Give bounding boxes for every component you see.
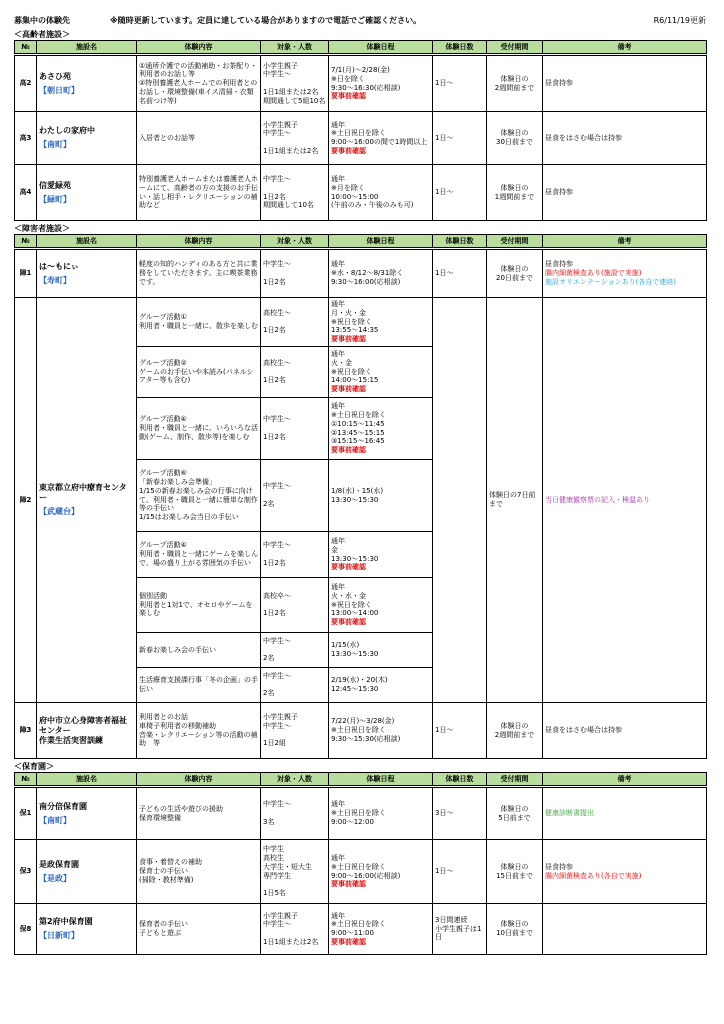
days-cell: 1日～ xyxy=(433,112,487,165)
facility-area: 【武蔵台】 xyxy=(39,507,79,516)
schedule-text: 通年 金 13:30～15:30 xyxy=(331,537,379,563)
days-cell: 3日間連続 小学生親子は1日 xyxy=(433,904,487,955)
content-cell: 食事・着替えの補助 保育士の手伝い (掃除・教材準備) xyxy=(137,840,261,904)
facility-area: 【緑町】 xyxy=(39,194,71,204)
col-remarks: 備考 xyxy=(543,235,707,248)
schedule-cell: 7/22(月)～3/28(金) ※土日祝日を除く 9:30～15:30(応相談) xyxy=(329,703,433,759)
days-cell: 1日～ xyxy=(433,56,487,112)
remarks-orientation: 施設オリエンテーションあり(各自で連絡) xyxy=(545,277,677,286)
content-cell: 生活療育支援課行事「冬の企画」の手伝い xyxy=(137,668,261,703)
col-days: 体験日数 xyxy=(433,235,487,248)
target-cell: 中学生～ 1日2名 xyxy=(261,532,329,578)
table-row xyxy=(15,703,707,759)
facility-name: あさひ苑 xyxy=(39,71,71,81)
target-cell: 中学生～ 2名 xyxy=(261,633,329,668)
schedule-cell xyxy=(329,347,433,398)
facility-area: 【南町】 xyxy=(39,140,71,149)
content-cell: 利用者とのお話 車椅子利用者の移動補助 音楽・レクリエーション等の活動の補助 等 xyxy=(137,703,261,759)
confirm-badge: 要事前確認 xyxy=(331,385,366,394)
col-target: 対象・人数 xyxy=(261,773,329,786)
row-no: 保3 xyxy=(15,840,37,904)
remarks-bacteria-test: 腸内細菌検査あり(施設で実施) xyxy=(545,269,642,278)
row-no: 高3 xyxy=(15,112,37,165)
col-reception: 受付期間 xyxy=(487,41,543,54)
facility-area: 【日新町】 xyxy=(39,931,79,940)
table-row xyxy=(15,165,707,221)
row-no: 障1 xyxy=(15,250,37,298)
page-title: 募集中の体験先 xyxy=(14,15,70,25)
schedule-text: 7/1(月)～2/28(金) ※日を除く 9:30～16:30(応相談) xyxy=(331,66,401,92)
target-cell: 小学生親子 中学生～ 1日1組または2名 xyxy=(261,904,329,955)
section-nursery: ＜保育園＞ xyxy=(14,762,54,771)
section-disability: ＜障害者施設＞ xyxy=(14,224,70,233)
content-cell: 新春お楽しみ会の手伝い xyxy=(137,633,261,668)
col-facility: 施設名 xyxy=(37,773,137,786)
target-cell: 小学生親子 中学生～ 1日1組または2名 期間通して5組10名 xyxy=(261,56,329,112)
facility-cell xyxy=(37,112,137,165)
col-days: 体験日数 xyxy=(433,41,487,54)
remarks-cell: 昼食持参 xyxy=(543,165,707,221)
target-cell: 中学生～ 1日2名 期間通して10名 xyxy=(261,165,329,221)
schedule-cell: 2/19(水)・20(木) 12:45～15:30 xyxy=(329,668,433,703)
facility-name: 是政保育園 xyxy=(39,859,79,869)
days-cell: 1日～ xyxy=(433,840,487,904)
facility-area: 【寿町】 xyxy=(39,275,71,285)
target-cell: 高校生～ 1日2名 xyxy=(261,347,329,398)
remarks-cell: 当日健康観察票の記入・検温あり xyxy=(543,298,707,703)
reception-cell: 体験日の7日前まで xyxy=(487,298,543,703)
remarks-cell: 昼食をはさむ場合は持参 xyxy=(543,112,707,165)
facility-name: は～もにぃ xyxy=(39,261,79,271)
col-target: 対象・人数 xyxy=(261,41,329,54)
content-cell: 特別養護老人ホームまたは養護老人ホームにて、高齢者の方の支援のお手伝い・話し相手・レクリエーションの補助など xyxy=(137,165,261,221)
table-row xyxy=(15,298,707,347)
remarks-lunch: 昼食持参 xyxy=(545,260,573,269)
elderly-table xyxy=(14,40,707,221)
reception-cell: 体験日の 5日前まで xyxy=(487,788,543,840)
section-elderly: ＜高齢者施設＞ xyxy=(14,30,70,39)
nursery-table xyxy=(14,772,707,955)
row-no: 保8 xyxy=(15,904,37,955)
schedule-cell: 1/15(水) 13:30～15:30 xyxy=(329,633,433,668)
row-no: 高2 xyxy=(15,56,37,112)
reception-cell: 体験日の 15日前まで xyxy=(487,840,543,904)
col-reception: 受付期間 xyxy=(487,235,543,248)
table-header-row xyxy=(15,41,707,54)
schedule-text: 通年 ※土日祝日を除く 9:00～11:00 xyxy=(331,911,386,937)
schedule-cell xyxy=(329,298,433,347)
schedule-cell xyxy=(329,112,433,165)
table-row xyxy=(15,904,707,955)
facility-cell xyxy=(37,250,137,298)
col-remarks: 備考 xyxy=(543,773,707,786)
row-no: 障2 xyxy=(15,298,37,703)
update-notice: ※随時更新しています。定員に達している場合がありますので電話でご確認ください。 xyxy=(110,15,422,25)
schedule-cell xyxy=(329,56,433,112)
days-cell: 3日～ xyxy=(433,788,487,840)
target-cell: 中学生～ 2名 xyxy=(261,668,329,703)
table-row xyxy=(15,840,707,904)
remarks-cell xyxy=(543,840,707,904)
row-no: 高4 xyxy=(15,165,37,221)
update-date: R6/11/19更新 xyxy=(653,15,706,25)
remarks-bacteria-test: 腸内細菌検査あり(各自で実施) xyxy=(545,871,642,880)
content-cell: ①通所介護での活動補助・お茶配り・利用者のお話し等 ②特別養護老人ホームでの利用者とのお話し・環境整備(車イス清掃・衣類名前つけ等) xyxy=(137,56,261,112)
col-remarks: 備考 xyxy=(543,41,707,54)
facility-cell xyxy=(37,904,137,955)
remarks-lunch: 昼食持参 xyxy=(545,862,573,871)
facility-name: わたしの家府中 xyxy=(39,126,95,135)
reception-cell: 体験日の 30日前まで xyxy=(487,112,543,165)
confirm-badge: 要事前確認 xyxy=(331,92,366,101)
schedule-cell: 通年 ※月を除く 10:00～15:00 (午前のみ・午後のみも可) xyxy=(329,165,433,221)
content-cell: グループ活動① 利用者・職員と一緒に、散歩を楽しむ xyxy=(137,298,261,347)
days-cell xyxy=(433,298,487,703)
content-cell: 子どもの生活や遊びの援助 保育環境整備 xyxy=(137,788,261,840)
target-cell: 中学生～ 3名 xyxy=(261,788,329,840)
col-facility: 施設名 xyxy=(37,41,137,54)
col-days: 体験日数 xyxy=(433,773,487,786)
content-cell: グループ活動② ゲームのお手伝いや本読み(パネルシアター等も含む) xyxy=(137,347,261,398)
col-schedule: 体験日程 xyxy=(329,41,433,54)
remarks-cell: 健康診断書提出 xyxy=(543,788,707,840)
facility-area: 【南町】 xyxy=(39,815,71,825)
facility-cell xyxy=(37,840,137,904)
content-cell: 保育者の手伝い 子どもと遊ぶ xyxy=(137,904,261,955)
reception-cell: 体験日の 20日前まで xyxy=(487,250,543,298)
content-cell: 入居者とのお話等 xyxy=(137,112,261,165)
schedule-cell xyxy=(329,904,433,955)
content-cell: 個別活動 利用者と1対1で、オセロやゲームを楽しむ xyxy=(137,578,261,633)
row-no: 保1 xyxy=(15,788,37,840)
target-cell: 高校生～ 1日2名 xyxy=(261,298,329,347)
schedule-text: 通年 ※土日祝日を除く 9:00～16:00の間で1時間以上 xyxy=(331,120,428,146)
facility-cell xyxy=(37,298,137,703)
facility-name: 府中市立心身障害者福祉センター 作業生活実習訓練 xyxy=(37,703,137,759)
col-schedule: 体験日程 xyxy=(329,235,433,248)
col-content: 体験内容 xyxy=(137,41,261,54)
content-cell: グループ活動④ 利用者・職員と一緒にゲームを楽しんで、場の盛り上がる雰囲気の手伝い xyxy=(137,532,261,578)
target-cell: 小学生親子 中学生～ 1日2組 xyxy=(261,703,329,759)
days-cell: 1日～ xyxy=(433,703,487,759)
col-no: № xyxy=(15,235,37,248)
table-row xyxy=(15,56,707,112)
confirm-badge: 要事前確認 xyxy=(331,563,366,572)
target-cell: 中学生～ 1日2名 xyxy=(261,398,329,460)
days-cell: 1日～ xyxy=(433,250,487,298)
page xyxy=(14,14,706,956)
target-cell: 中学生～ 1日2名 xyxy=(261,250,329,298)
schedule-text: 通年 火・水・金 ※祝日を除く 13:00～14:00 xyxy=(331,583,379,618)
target-cell: 中学生～ 2名 xyxy=(261,460,329,532)
facility-area: 【是政】 xyxy=(39,873,71,883)
confirm-badge: 要事前確認 xyxy=(331,335,366,344)
schedule-text: 通年 月・火・金 ※祝日を除く 13:55～14:35 xyxy=(331,300,379,335)
schedule-cell xyxy=(329,398,433,460)
target-cell: 高校卒～ 1日2名 xyxy=(261,578,329,633)
col-no: № xyxy=(15,41,37,54)
schedule-cell xyxy=(329,840,433,904)
col-content: 体験内容 xyxy=(137,773,261,786)
schedule-cell: 通年 ※水・8/12～8/31除く 9:30～16:00(応相談) xyxy=(329,250,433,298)
facility-name: 第2府中保育園 xyxy=(39,917,93,926)
content-cell: 軽度の知的ハンディのある方と共に業務をしていただきます。主に喫茶業務です。 xyxy=(137,250,261,298)
schedule-cell xyxy=(329,578,433,633)
confirm-badge: 要事前確認 xyxy=(331,880,366,889)
target-cell: 小学生親子 中学生～ 1日1組または2名 xyxy=(261,112,329,165)
col-target: 対象・人数 xyxy=(261,235,329,248)
content-cell: グループ活動④ 利用者・職員と一緒に、いろいろな活動(ゲーム、制作、散歩等)を楽しむ xyxy=(137,398,261,460)
table-header-row xyxy=(15,235,707,248)
table-row xyxy=(15,250,707,298)
page-header xyxy=(14,14,706,27)
table-row xyxy=(15,788,707,840)
reception-cell: 体験日の 1週間前まで xyxy=(487,165,543,221)
reception-cell: 体験日の 2週間前まで xyxy=(487,703,543,759)
schedule-cell xyxy=(329,532,433,578)
days-cell: 1日～ xyxy=(433,165,487,221)
confirm-badge: 要事前確認 xyxy=(331,618,366,627)
confirm-badge: 要事前確認 xyxy=(331,146,366,155)
reception-cell: 体験日の 10日前まで xyxy=(487,904,543,955)
target-cell: 中学生 高校生 大学生・短大生 専門学生 1日5名 xyxy=(261,840,329,904)
schedule-cell: 通年 ※土日祝日を除く 9:00～12:00 xyxy=(329,788,433,840)
schedule-text: 通年 ※土日祝日を除く ①10:15～11:45 ②13:45～15:15 ③15:15～16:45 xyxy=(331,402,386,446)
facility-cell xyxy=(37,56,137,112)
facility-area: 【朝日町】 xyxy=(39,85,79,95)
schedule-text: 通年 ※土日祝日を除く 9:00～16:00(応相談) xyxy=(331,854,401,880)
table-header-row xyxy=(15,773,707,786)
remarks-cell xyxy=(543,250,707,298)
col-facility: 施設名 xyxy=(37,235,137,248)
col-content: 体験内容 xyxy=(137,235,261,248)
facility-cell xyxy=(37,165,137,221)
reception-cell: 体験日の 2週間前まで xyxy=(487,56,543,112)
remarks-cell: 昼食持参 xyxy=(543,56,707,112)
remarks-cell: 昼食をはさむ場合は持参 xyxy=(543,703,707,759)
col-schedule: 体験日程 xyxy=(329,773,433,786)
facility-cell xyxy=(37,788,137,840)
schedule-cell: 1/8(水)・15(水) 13:30～15:30 xyxy=(329,460,433,532)
facility-name: 南分倍保育園 xyxy=(39,801,87,811)
row-no: 障3 xyxy=(15,703,37,759)
remarks-cell xyxy=(543,904,707,955)
col-no: № xyxy=(15,773,37,786)
col-reception: 受付期間 xyxy=(487,773,543,786)
confirm-badge: 要事前確認 xyxy=(331,446,366,454)
disability-table xyxy=(14,234,707,759)
table-row xyxy=(15,112,707,165)
facility-name: 東京都立府中療育センター xyxy=(39,483,127,502)
facility-name: 信愛緑苑 xyxy=(39,180,71,190)
confirm-badge: 要事前確認 xyxy=(331,937,366,946)
content-cell: グループ活動⑥ 「新春お楽しみ会準備」 1/15の新春お楽しみ会の行事に向けて、利用者・職員と一緒に簡単な制作等の手伝い 1/15はお楽しみ会当日の手伝い xyxy=(137,460,261,532)
schedule-text: 通年 火・金 ※祝日を除く 14:00～15:15 xyxy=(331,350,379,385)
